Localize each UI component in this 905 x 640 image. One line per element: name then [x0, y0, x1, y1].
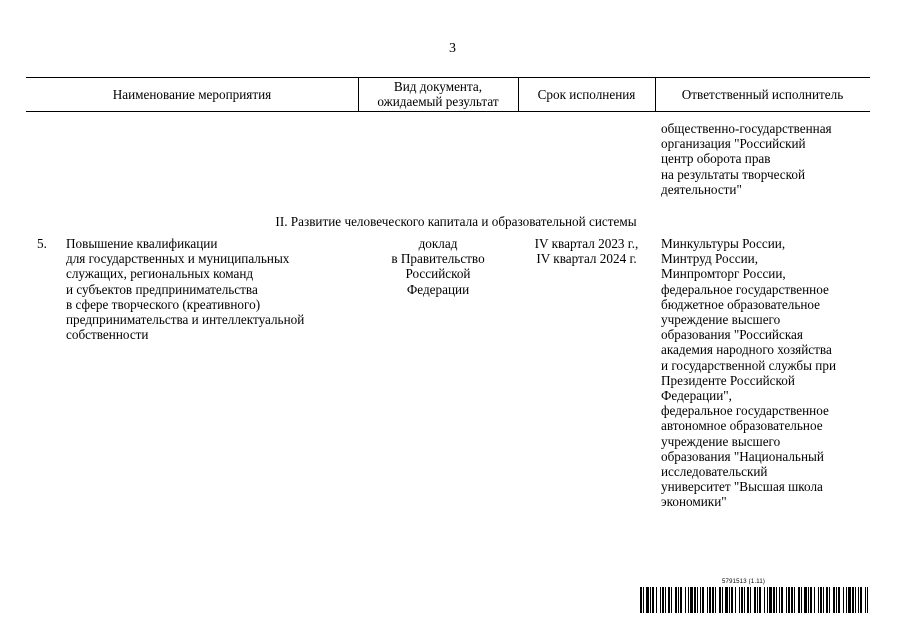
- header-cell-name: [26, 77, 358, 111]
- responsible-line: Федерации",: [661, 388, 732, 404]
- row-document: [358, 236, 518, 297]
- document-line: доклад: [418, 236, 458, 251]
- responsible-line: университет "Высшая школа: [661, 479, 823, 495]
- row-deadline: [518, 236, 655, 266]
- name-line: Повышение квалификации: [66, 236, 218, 251]
- responsible-line: Минпромторг России,: [661, 266, 786, 282]
- responsible-line: Минкультуры России,: [661, 236, 786, 251]
- continued-responsible: [661, 121, 832, 197]
- header-cell-responsible: [655, 77, 870, 111]
- header-cell-deadline: [518, 77, 655, 111]
- responsible-line: образования "Национальный: [661, 448, 824, 464]
- header-document-label-line2: ожидаемый результат: [377, 94, 499, 109]
- section-title: II. Развитие человеческого капитала и образовательной системы: [275, 214, 637, 229]
- header-document-label-line1: Вид документа,: [393, 79, 483, 94]
- document-line: Российской: [405, 266, 471, 282]
- responsible-line: исследовательский: [661, 464, 768, 480]
- page-number: 3: [449, 41, 456, 56]
- row-number: 5.: [37, 236, 47, 251]
- table-header-bottom-rule: [26, 111, 870, 112]
- responsible-line: учреждение высшего: [661, 312, 781, 328]
- responsible-line: экономики": [661, 494, 727, 510]
- responsible-line: деятельности": [661, 181, 742, 197]
- row-responsible: [661, 236, 836, 510]
- responsible-line: академия народного хозяйства: [661, 342, 832, 358]
- deadline-line: IV квартал 2024 г.: [536, 251, 637, 267]
- responsible-line: федеральное государственное: [661, 281, 829, 297]
- responsible-line: учреждение высшего: [661, 433, 781, 449]
- document-line: в Правительство: [391, 251, 485, 267]
- responsible-line: Минтруд России,: [661, 251, 758, 267]
- header-cell-document: [358, 77, 518, 111]
- header-name-label: Наименование мероприятия: [112, 86, 272, 102]
- name-line: и субъектов предпринимательства: [66, 281, 258, 297]
- header-responsible-label: Ответственный исполнитель: [681, 86, 844, 102]
- name-line: собственности: [66, 327, 149, 343]
- responsible-line: центр оборота прав: [661, 151, 771, 167]
- header-deadline-label: Срок исполнения: [537, 86, 636, 102]
- responsible-line: автономное образовательное: [661, 418, 823, 434]
- name-line: служащих, региональных команд: [66, 266, 254, 282]
- responsible-line: и государственной службы при: [661, 357, 837, 373]
- responsible-line: бюджетное образовательное: [661, 296, 821, 312]
- responsible-line: организация "Российский: [661, 136, 806, 152]
- responsible-line: общественно-государственная: [661, 121, 832, 136]
- row-name: [66, 236, 304, 342]
- barcode-icon: [640, 587, 868, 613]
- document-line: Федерации: [406, 281, 470, 297]
- name-line: в сфере творческого (креативного): [66, 296, 261, 312]
- responsible-line: Президенте Российской: [661, 372, 795, 388]
- name-line: для государственных и муниципальных: [66, 251, 290, 267]
- deadline-line: IV квартал 2023 г.,: [534, 236, 639, 251]
- name-line: предпринимательства и интеллектуальной: [66, 312, 305, 328]
- responsible-line: на результаты творческой: [661, 166, 806, 182]
- responsible-line: федеральное государственное: [661, 403, 829, 419]
- responsible-line: образования "Российская: [661, 327, 803, 343]
- barcode-label: 5791513 (1.11): [722, 579, 766, 585]
